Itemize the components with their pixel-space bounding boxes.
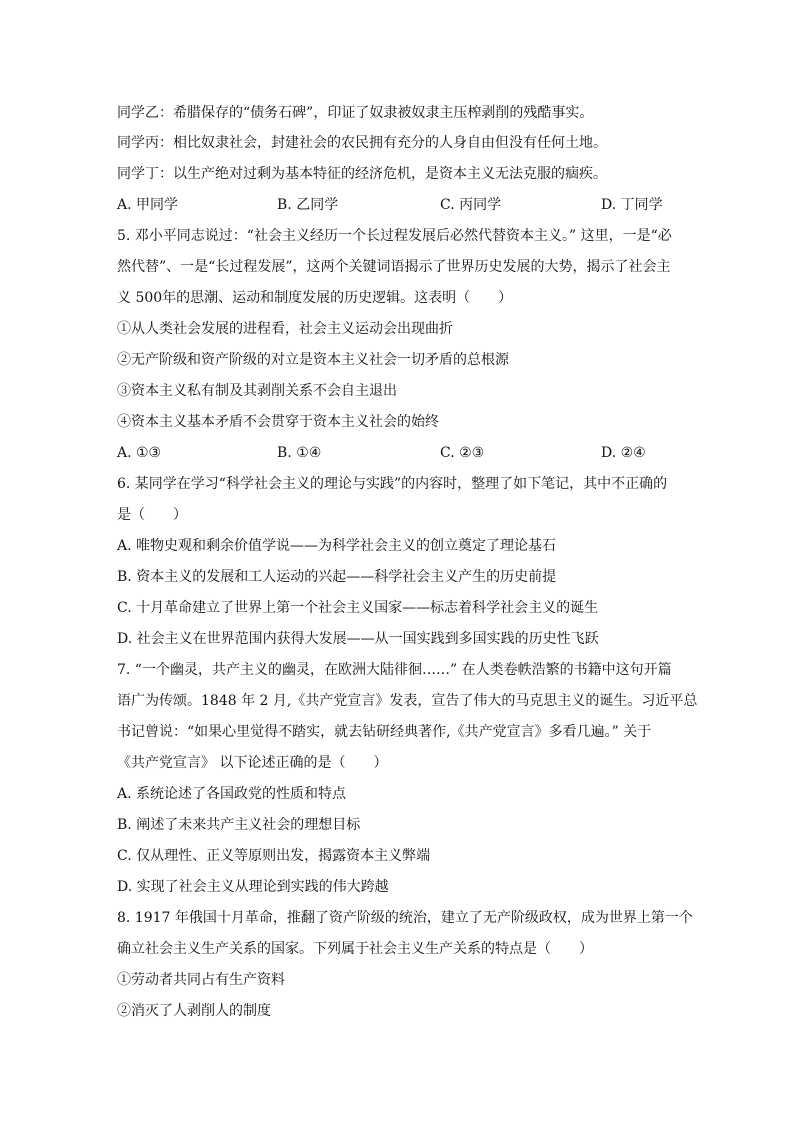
text-line: 义 500年的思潮、运动和制度发展的历史逻辑。这表明（ ） bbox=[117, 290, 513, 306]
option-a: A. 甲同学 bbox=[117, 197, 179, 213]
question-7-stem: 7. “一个幽灵，共产主义的幽灵，在欧洲大陆徘徊……” 在人类卷帙浩繁的书籍中这句开篇 bbox=[117, 662, 672, 678]
q4-options bbox=[117, 195, 677, 215]
option-a: A. 唯物史观和剩余价值学说——为科学社会主义的创立奠定了理论基石 bbox=[117, 538, 557, 554]
text-line: 书记曾说：“如果心里觉得不踏实，就去钻研经典著作,《共产党宣言》多看几遍。” 关于 bbox=[117, 724, 652, 740]
text-line: 《共产党宣言》 以下论述正确的是（ ） bbox=[117, 755, 388, 771]
option-a: A. 系统论述了各国政党的性质和特点 bbox=[117, 786, 347, 802]
statement-1: ①从人类社会发展的进程看，社会主义运动会出现曲折 bbox=[117, 321, 453, 337]
option-c: C. 仅从理性、正义等原则出发，揭露资本主义弊端 bbox=[117, 848, 431, 864]
option-a: A. ①③ bbox=[117, 445, 162, 461]
text-line: 确立社会主义生产关系的国家。下列属于社会主义生产关系的特点是（ ） bbox=[117, 941, 593, 957]
option-c: C. 十月革命建立了世界上第一个社会主义国家——标志着科学社会主义的诞生 bbox=[117, 600, 599, 616]
text-line: 是（ ） bbox=[117, 507, 187, 523]
option-d: D. 实现了社会主义从理论到实践的伟大跨越 bbox=[117, 879, 389, 895]
statement-2: ②消灭了人剥削人的制度 bbox=[117, 1003, 271, 1019]
question-6-stem: 6. 某同学在学习“科学社会主义的理论与实践”的内容时，整理了如下笔记，其中不正确的 bbox=[117, 476, 668, 492]
option-b: B. 乙同学 bbox=[277, 197, 339, 213]
option-c: C. 丙同学 bbox=[440, 197, 502, 213]
question-8-stem: 8. 1917 年俄国十月革命，推翻了资产阶级的统治，建立了无产阶级政权，成为世界上第一个 bbox=[117, 910, 693, 926]
option-b: B. ①④ bbox=[277, 445, 322, 461]
option-d: D. 社会主义在世界范围内获得大发展——从一国实践到多国实践的历史性飞跃 bbox=[117, 631, 599, 647]
statement-2: ②无产阶级和资产阶级的对立是资本主义社会一切矛盾的总根源 bbox=[117, 352, 509, 368]
statement-1: ①劳动者共同占有生产资料 bbox=[117, 972, 285, 988]
text-line: 然代替”、一是“长过程发展”，这两个关键词语揭示了世界历史发展的大势，揭示了社会主 bbox=[117, 259, 671, 275]
option-c: C. ②③ bbox=[440, 445, 485, 461]
option-d: D. 丁同学 bbox=[601, 197, 663, 213]
option-b: B. 资本主义的发展和工人运动的兴起——科学社会主义产生的历史前提 bbox=[117, 569, 557, 585]
question-5-stem: 5. 邓小平同志说过：“社会主义经历一个长过程发展后必然代替资本主义。” 这里，一是“必 bbox=[117, 228, 672, 244]
text-line: 同学丁：以生产绝对过剩为基本特征的经济危机，是资本主义无法克服的痼疾。 bbox=[117, 166, 607, 182]
option-d: D. ②④ bbox=[601, 445, 646, 461]
statement-4: ④资本主义基本矛盾不会贯穿于资本主义社会的始终 bbox=[117, 414, 439, 430]
text-line: 同学乙：希腊保存的“债务石碑”，印证了奴隶被奴隶主压榨剥削的残酷事实。 bbox=[117, 105, 594, 121]
q5-options bbox=[117, 443, 677, 463]
statement-3: ③资本主义私有制及其剥削关系不会自主退出 bbox=[117, 383, 397, 399]
text-line: 同学丙：相比奴隶社会，封建社会的农民拥有充分的人身自由但没有任何土地。 bbox=[117, 135, 607, 151]
option-b: B. 阐述了未来共产主义社会的理想目标 bbox=[117, 817, 361, 833]
text-line: 语广为传颂。1848 年 2 月,《共产党宣言》发表，宣告了伟大的马克思主义的诞生。习近平总 bbox=[117, 693, 698, 709]
